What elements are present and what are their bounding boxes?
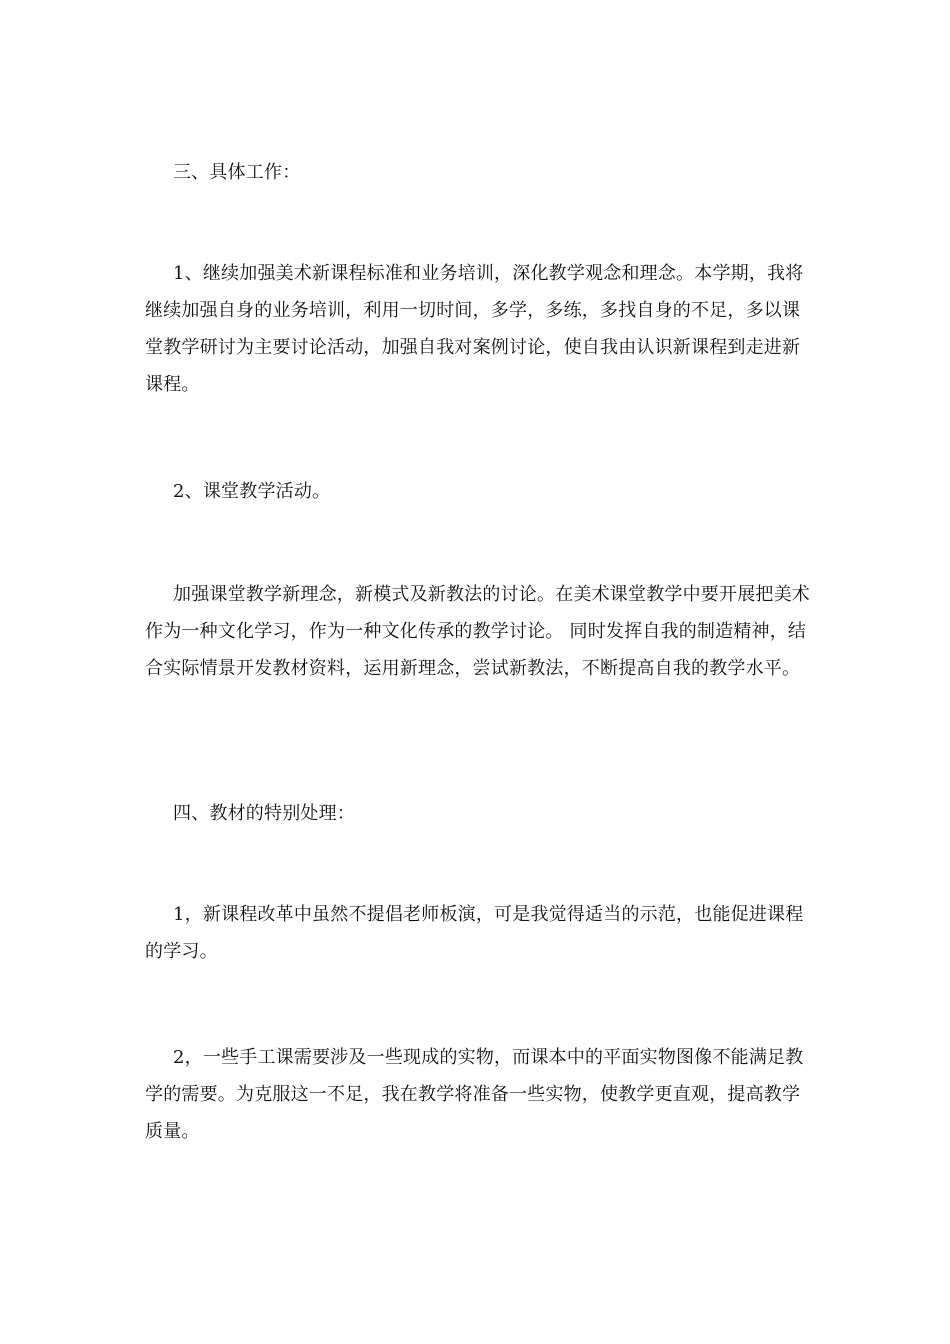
- section-heading-3: 三、具体工作：: [173, 162, 301, 183]
- paragraph-4: 1，新课程改革中虽然不提倡老师板演，可是我觉得适当的示范，也能促进课程的学习。: [145, 904, 804, 962]
- paragraph-3: 加强课堂教学新理念，新模式及新教法的讨论。在美术课堂教学中要开展把美术作为一种文化学习，作为一种文化传承的教学讨论。 同时发挥自我的制造精神，结合实际情景开发教材资料，运用新理念，尝试新教法，不断提高自我的教学水平。: [145, 584, 810, 679]
- section-heading-4: 四、教材的特别处理：: [173, 803, 355, 824]
- paragraph-5: 2，一些手工课需要涉及一些现成的实物，而课本中的平面实物图像不能满足教学的需要。为克服这一不足，我在教学将准备一些实物，使教学更直观，提高教学质量。: [145, 1047, 804, 1142]
- paragraph-2: 2、课堂教学活动。: [173, 481, 331, 502]
- paragraph-1: 1、继续加强美术新课程标准和业务培训，深化教学观念和理念。本学期，我将继续加强自身的业务培训，利用一切时间，多学，多练，多找自身的不足，多以课堂教学研讨为主要讨论活动，加强自我对案例讨论，使自我由认识新课程到走进新课程。: [145, 263, 804, 395]
